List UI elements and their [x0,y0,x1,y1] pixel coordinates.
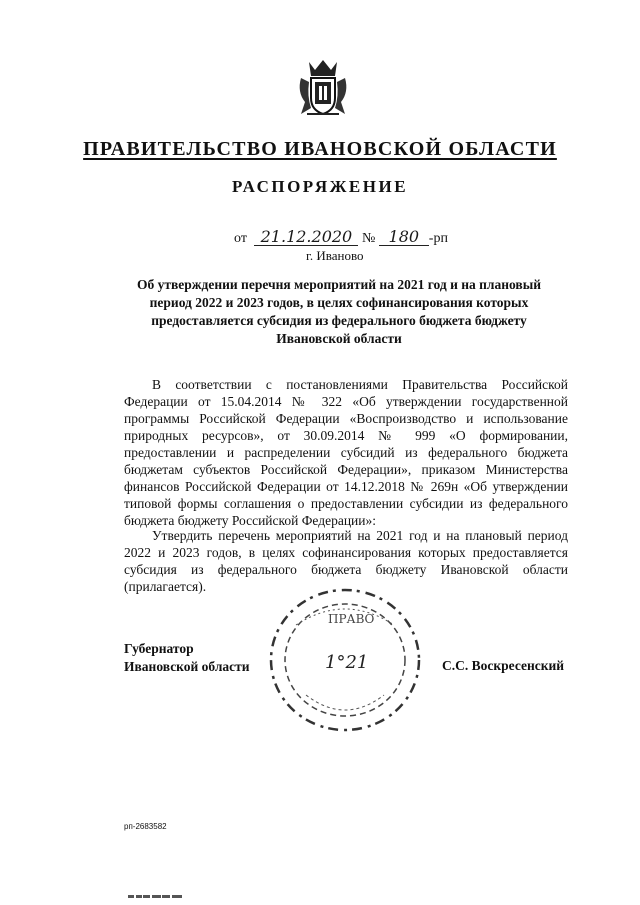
body-paragraph-2: Утвердить перечень мероприятий на 2021 год и на плановый период 2022 и 2023 годов, в целях софинансирования которых предоставляется субсидия из федерального бюджета бюджету Ивановской области (прилагается). [124,528,568,594]
signatory-name: С.С. Воскресенский [442,658,565,673]
document-type-heading: РАСПОРЯЖЕНИЕ [231,177,409,196]
city-line: г. Иваново [306,248,364,263]
document-registration-number: рп-2683582 [124,822,167,831]
government-title: ПРАВИТЕЛЬСТВО ИВАНОВСКОЙ ОБЛАСТИ [83,138,557,160]
handwritten-number: 180 [379,229,429,246]
handwritten-date: 21.12.2020 [254,229,358,246]
footer-barcode [128,895,182,898]
handwritten-signature: 1°21 [325,652,369,673]
date-number-line [234,229,448,247]
number-suffix: -рп [428,231,448,246]
signatory-position-line-2: Ивановской области [124,659,250,674]
stamp-text: ПРАВО [328,612,375,626]
signatory-position-line-1: Губернатор [124,641,194,656]
coat-of-arms-icon [295,58,351,118]
document-subject: Об утверждении перечня мероприятий на 2021 год и на плановый период 2022 и 2023 годов, в целях софинансирования которых предоставляется субсидия из федерального бюджета бюджету Ивановской области [136,277,542,346]
body-paragraph-1: В соответствии с постановлениями Правительства Российской Федерации от 15.04.2014 № 322 «Об утверждении государственной программы Российской Федерации «Воспроизводство и использование природных ресурсов», от 30.09.2014 № 999 «О формировании, предоставлении и распределении субсидий из федерального бюджета бюджетам субъектов Российской Федерации», приказом Министерства финансов Российской Федерации от 14.12.2018 № 269н «Об утверждении типовой формы соглашения о предоставлении субсидии из федерального бюджета бюджету Российской Федерации»: [124,377,568,528]
date-prefix: от [234,231,247,246]
signatory-position [124,640,250,676]
number-sign: № [361,231,376,246]
